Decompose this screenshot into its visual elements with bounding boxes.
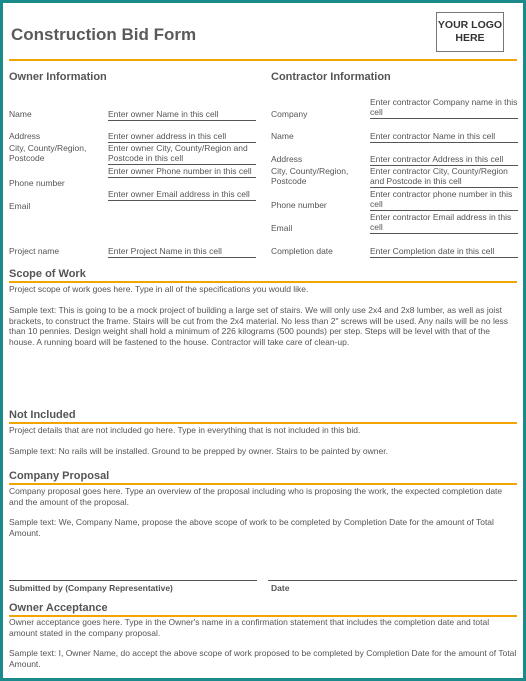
logo-placeholder: YOUR LOGO HERE <box>436 12 504 52</box>
owner-city-field[interactable]: Enter owner City, County/Region and Postcode in this cell <box>108 143 256 165</box>
contractor-company-label: Company <box>271 109 308 119</box>
acceptance-heading: Owner Acceptance <box>9 602 108 614</box>
submitted-by-label: Submitted by (Company Representative) <box>9 583 173 593</box>
submitted-by-line[interactable] <box>9 580 257 581</box>
date-label: Date <box>271 583 290 593</box>
owner-phone-field[interactable]: Enter owner Phone number in this cell <box>108 166 256 178</box>
contractor-phone-field[interactable]: Enter contractor phone number in this cell <box>370 189 518 211</box>
acceptance-intro[interactable]: Owner acceptance goes here. Type in the Owner's name in a confirmation statement that includes the completion date and total amount stated in the company proposal. <box>9 617 490 638</box>
contractor-address-field[interactable]: Enter contractor Address in this cell <box>370 154 518 166</box>
scope-intro[interactable]: Project scope of work goes here. Type in all of the specifications you would like. <box>9 284 309 294</box>
owner-phone-label: Phone number <box>9 178 65 188</box>
not-included-heading: Not Included <box>9 409 76 421</box>
contractor-info-heading: Contractor Information <box>271 71 391 83</box>
owner-city-label: City, County/Region, Postcode <box>9 143 87 163</box>
owner-address-field[interactable]: Enter owner address in this cell <box>108 131 256 143</box>
date-line[interactable] <box>268 580 517 581</box>
owner-email-field[interactable]: Enter owner Email address in this cell <box>108 189 256 201</box>
acceptance-sample[interactable]: Sample text: I, Owner Name, do accept the above scope of work proposed to be completed by Completion Date for the amount of Total Amount. <box>9 648 517 669</box>
contractor-email-label: Email <box>271 223 293 233</box>
contractor-name-label: Name <box>271 131 294 141</box>
page-title: Construction Bid Form <box>11 25 197 44</box>
scope-rule <box>9 281 517 283</box>
proposal-heading: Company Proposal <box>9 470 110 482</box>
proposal-rule <box>9 483 517 485</box>
not-included-intro[interactable]: Project details that are not included go here. Type in everything that is not included in this bid. <box>9 425 361 435</box>
owner-email-label: Email <box>9 201 31 211</box>
project-name-label: Project name <box>9 246 60 256</box>
contractor-city-field[interactable]: Enter contractor City, County/Region and Postcode in this cell <box>370 166 518 188</box>
proposal-intro[interactable]: Company proposal goes here. Type an overview of the proposal including who is proposing the work, the expected completion date and the amount of the proposal. <box>9 486 503 507</box>
project-name-field[interactable]: Enter Project Name in this cell <box>108 246 256 258</box>
contractor-address-label: Address <box>271 154 303 164</box>
owner-info-heading: Owner Information <box>9 71 107 83</box>
contractor-email-field[interactable]: Enter contractor Email address in this cell <box>370 212 518 234</box>
contractor-city-label: City, County/Region, Postcode <box>271 166 349 186</box>
owner-name-field[interactable]: Enter owner Name in this cell <box>108 109 256 121</box>
scope-heading: Scope of Work <box>9 268 86 280</box>
contractor-name-field[interactable]: Enter contractor Name in this cell <box>370 131 518 143</box>
completion-date-label: Completion date <box>271 246 333 256</box>
owner-address-label: Address <box>9 131 41 141</box>
not-included-rule <box>9 422 517 424</box>
not-included-sample[interactable]: Sample text: No rails will be installed. Ground to be prepped by owner. Stairs to be painted by owner. <box>9 446 388 456</box>
contractor-company-field[interactable]: Enter contractor Company name in this cell <box>370 97 518 117</box>
contractor-phone-label: Phone number <box>271 200 327 210</box>
proposal-sample[interactable]: Sample text: We, Company Name, propose the above scope of work to be completed by Completion Date for the amount of Total Amount. <box>9 517 494 538</box>
completion-date-field[interactable]: Enter Completion date in this cell <box>370 246 518 258</box>
scope-sample[interactable]: Sample text: This is going to be a mock project of building a large set of stairs. We will only use 2x4 and 2x8 lumber, as well as joist brackets, to construct the frame. Stairs will be cut from the 2x4 material. No less than 2" screws will be used. Any nails will be no less than 10 pennies. Design weight shall hold a minimum of 226 kilograms (500 pounds) per step. Steps will be level with that of the house. A running board will be fastened to the house. Contractor will take care of clean-up. <box>9 305 509 347</box>
owner-name-label: Name <box>9 109 32 119</box>
header-rule <box>9 59 517 61</box>
